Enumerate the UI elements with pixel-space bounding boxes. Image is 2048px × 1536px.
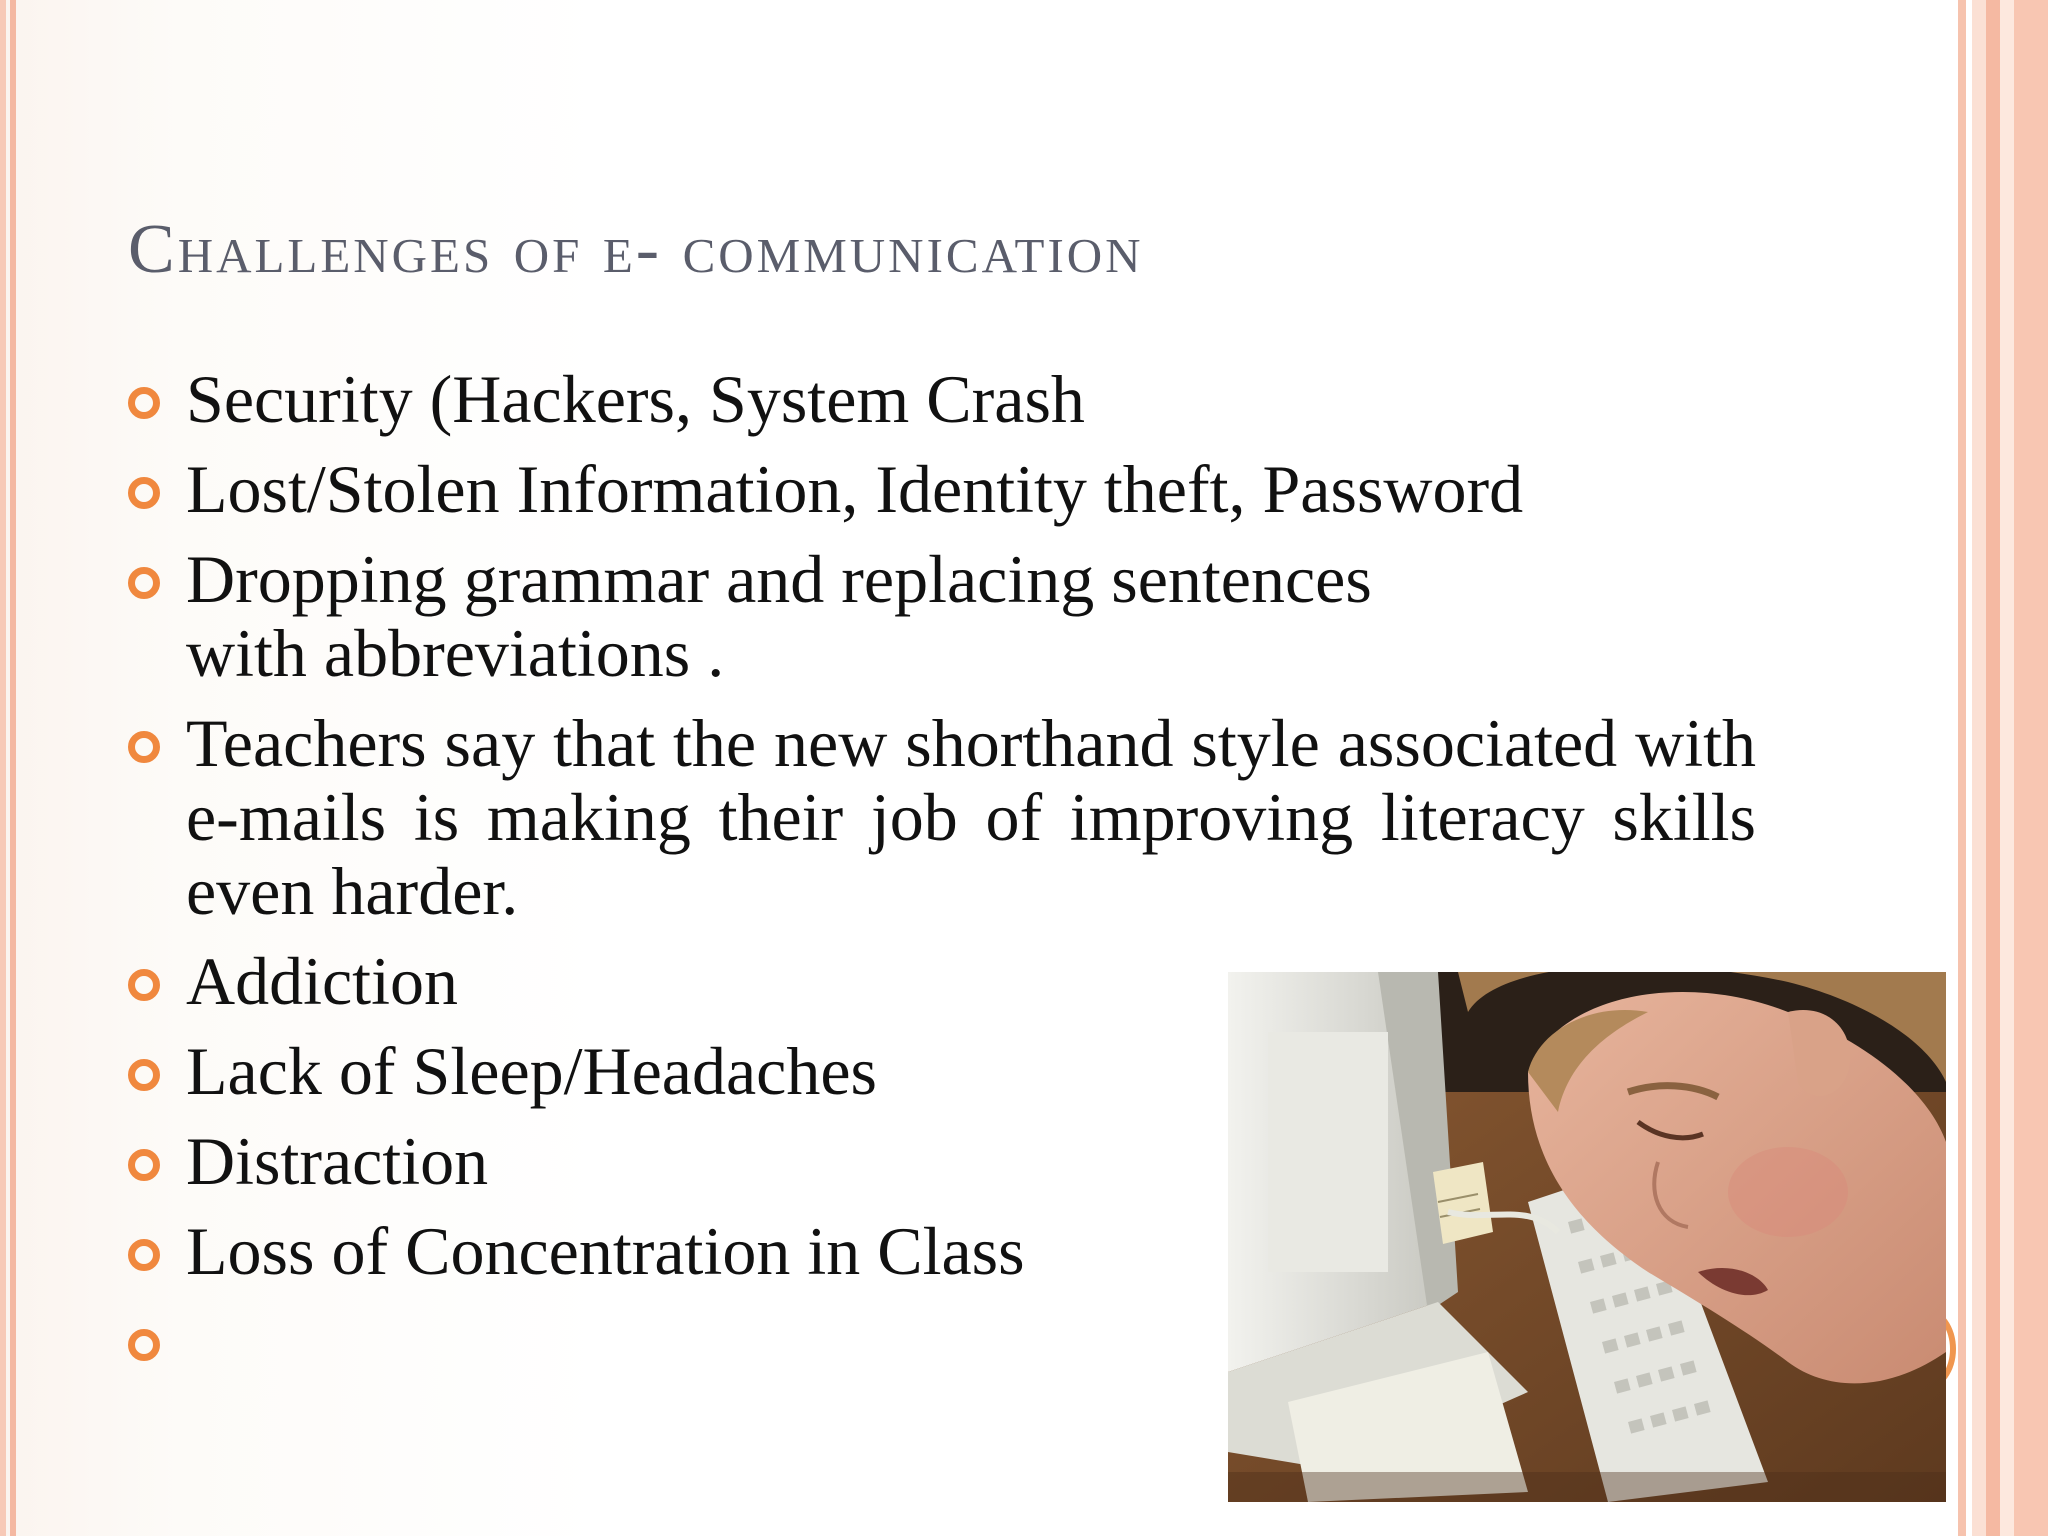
person-asleep-on-keyboard-icon <box>1228 972 1946 1502</box>
bullet-item <box>124 452 1756 526</box>
bullet-item <box>124 362 1756 436</box>
right-decorative-bar <box>1986 0 2000 1536</box>
bullet-circle-icon <box>128 969 160 1001</box>
bullet-circle-icon <box>128 387 160 419</box>
bullet-text: Security (Hackers, System Crash <box>186 361 1085 437</box>
bullet-circle-icon <box>128 567 160 599</box>
bullet-circle-icon <box>128 477 160 509</box>
slide-title: Challenges of e- communication <box>128 211 1144 288</box>
left-border-stripe <box>10 0 16 1536</box>
bullet-circle-icon <box>128 1059 160 1091</box>
bullet-item <box>124 542 1756 690</box>
right-decorative-bar <box>1972 0 1986 1536</box>
left-border-stripe <box>0 0 6 1536</box>
bullet-text: Dropping grammar and replacing sentences with abbreviations . <box>186 541 1372 691</box>
bullet-circle-icon <box>128 1239 160 1271</box>
bullet-text: Teachers say that the new shorthand style associated with e-mails is making their job of improving literacy skills even harder. <box>186 705 1756 929</box>
bullet-circle-icon <box>128 731 160 763</box>
bullet-circle-icon <box>128 1149 160 1181</box>
right-decorative-bar <box>1958 0 1966 1536</box>
bullet-circle-icon <box>128 1329 160 1361</box>
right-decorative-bar <box>2014 0 2048 1536</box>
right-decorative-bar <box>2000 0 2014 1536</box>
bullet-text: Loss of Concentration in Class <box>186 1213 1025 1289</box>
bullet-text: Lack of Sleep/Headaches <box>186 1033 877 1109</box>
bullet-text: Addiction <box>186 943 458 1019</box>
sleeping-student-photo <box>1228 972 1946 1502</box>
bullet-text: Lost/Stolen Information, Identity theft, Password <box>186 451 1524 527</box>
bullet-item <box>124 706 1756 928</box>
bullet-text: Distraction <box>186 1123 489 1199</box>
